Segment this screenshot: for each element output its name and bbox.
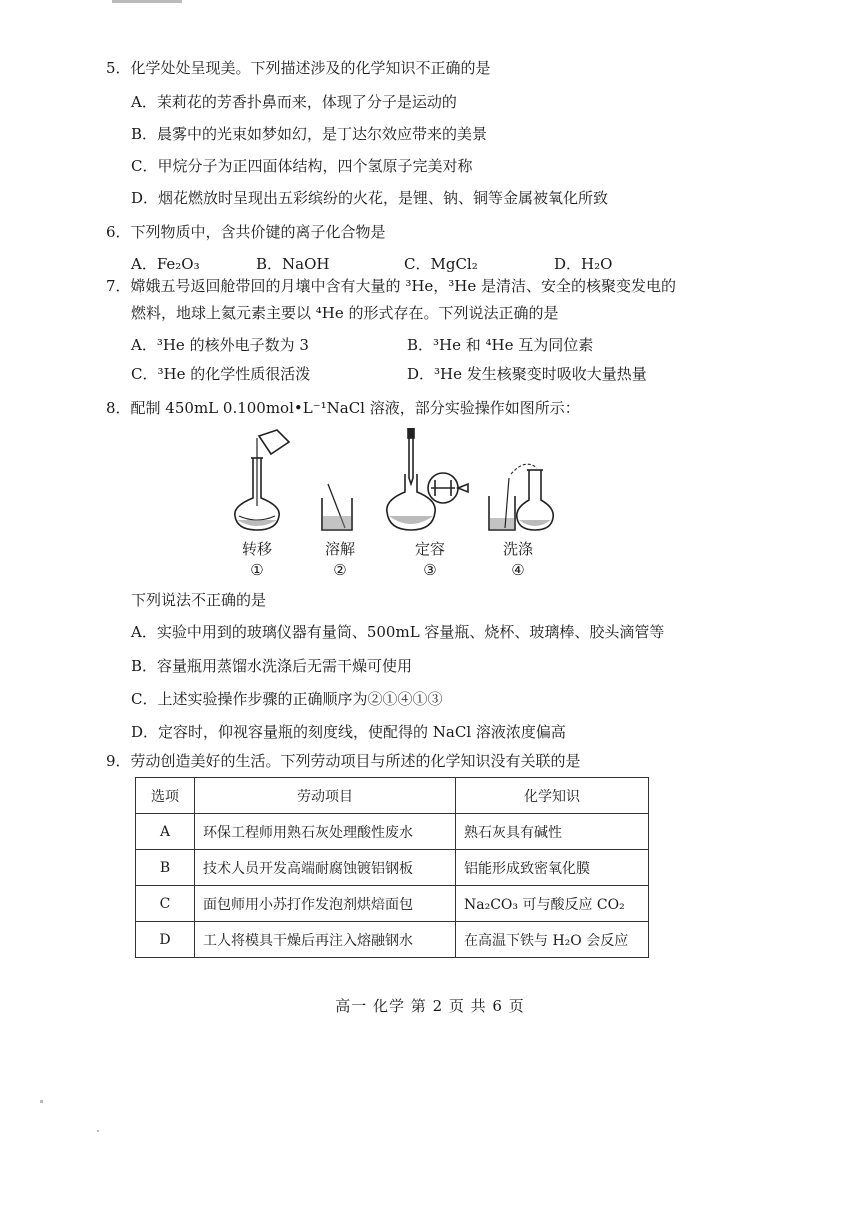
q6-stem: 6．下列物质中，含共价键的离子化合物是 (106, 223, 386, 241)
header-chemistry-knowledge: 化学知识 (456, 778, 649, 814)
figure-caption-dissolve: 溶解 ② (324, 540, 355, 579)
q8-option-b: B．容量瓶用蒸馏水洗涤后无需干燥可使用 (131, 657, 413, 675)
transfer-flask-icon (235, 430, 289, 530)
q7-option-d: D．³He 发生核聚变时吸收大量热量 (407, 365, 647, 383)
q7-stem-line1: 7．嫦娥五号返回舱带回的月壤中含有大量的 ³He，³He 是清洁、安全的核聚变发电的 (106, 277, 677, 295)
q8-stem: 8．配制 450mL 0.100mol•L⁻¹NaCl 溶液，部分实验操作如图所示： (106, 399, 580, 417)
figure-caption-wash: 洗涤 ④ (502, 540, 533, 579)
q5-option-b: B．晨雾中的光束如梦如幻，是丁达尔效应带来的美景 (131, 125, 488, 143)
q7-option-c: C．³He 的化学性质很活泼 (131, 365, 311, 383)
row-labor-item: 技术人员开发高端耐腐蚀镀铝钢板 (195, 850, 456, 886)
q8-option-d: D．定容时，仰视容量瓶的刻度线，使配得的 NaCl 溶液浓度偏高 (131, 723, 566, 741)
wash-flask-icon (489, 464, 553, 530)
define-volume-flask-icon (387, 428, 468, 530)
q7-stem-line2: 燃料，地球上氦元素主要以 ⁴He 的形式存在。下列说法正确的是 (131, 304, 559, 322)
q7-option-b: B．³He 和 ⁴He 互为同位素 (407, 336, 594, 354)
header-option: 选项 (136, 778, 195, 814)
row-labor-item: 环保工程师用熟石灰处理酸性废水 (195, 814, 456, 850)
q9-stem: 9．劳动创造美好的生活。下列劳动项目与所述的化学知识没有关联的是 (106, 752, 581, 770)
q6-option-b: B．NaOH (256, 255, 330, 273)
lab-figure (225, 428, 585, 540)
row-option: C (136, 886, 195, 922)
q9-table (135, 777, 649, 958)
row-chemistry-knowledge: 熟石灰具有碱性 (456, 814, 649, 850)
figure-caption-transfer: 转移 ① (241, 540, 272, 579)
table-header-row (136, 778, 649, 814)
row-labor-item: 面包师用小苏打作发泡剂烘焙面包 (195, 886, 456, 922)
q6-option-d: D．H₂O (554, 255, 613, 273)
header-labor-item: 劳动项目 (195, 778, 456, 814)
q6-option-c: C．MgCl₂ (404, 255, 478, 273)
scan-speck (97, 1130, 99, 1132)
row-labor-item: 工人将模具干燥后再注入熔融钢水 (195, 922, 456, 958)
table-row (136, 886, 649, 922)
scan-speck (40, 1100, 43, 1103)
row-chemistry-knowledge: Na₂CO₃ 可与酸反应 CO₂ (456, 886, 649, 922)
row-chemistry-knowledge: 在高温下铁与 H₂O 会反应 (456, 922, 649, 958)
page-footer: 高一 化学 第 2 页 共 6 页 (335, 997, 525, 1015)
q5-option-d: D．烟花燃放时呈现出五彩缤纷的火花，是锂、钠、铜等金属被氧化所致 (131, 189, 609, 207)
q8-option-a: A．实验中用到的玻璃仪器有量筒、500mL 容量瓶、烧杯、玻璃棒、胶头滴管等 (131, 623, 665, 641)
row-option: B (136, 850, 195, 886)
table-row (136, 922, 649, 958)
row-chemistry-knowledge: 铝能形成致密氧化膜 (456, 850, 649, 886)
q5-stem: 5．化学处处呈现美。下列描述涉及的化学知识不正确的是 (106, 59, 491, 77)
row-option: D (136, 922, 195, 958)
q8-option-c: C．上述实验操作步骤的正确顺序为②①④①③ (131, 690, 443, 708)
q7-option-a: A．³He 的核外电子数为 3 (131, 336, 309, 354)
q6-option-a: A．Fe₂O₃ (131, 255, 200, 273)
table-row (136, 850, 649, 886)
table-row (136, 814, 649, 850)
q5-option-c: C．甲烷分子为正四面体结构，四个氢原子完美对称 (131, 157, 473, 175)
figure-caption-define-volume: 定容 ③ (414, 540, 445, 579)
q5-option-a: A．茉莉花的芳香扑鼻而来，体现了分子是运动的 (131, 93, 457, 111)
dissolve-beaker-icon (322, 484, 352, 530)
row-option: A (136, 814, 195, 850)
scan-mark (112, 0, 182, 3)
q8-lead: 下列说法不正确的是 (131, 591, 267, 609)
